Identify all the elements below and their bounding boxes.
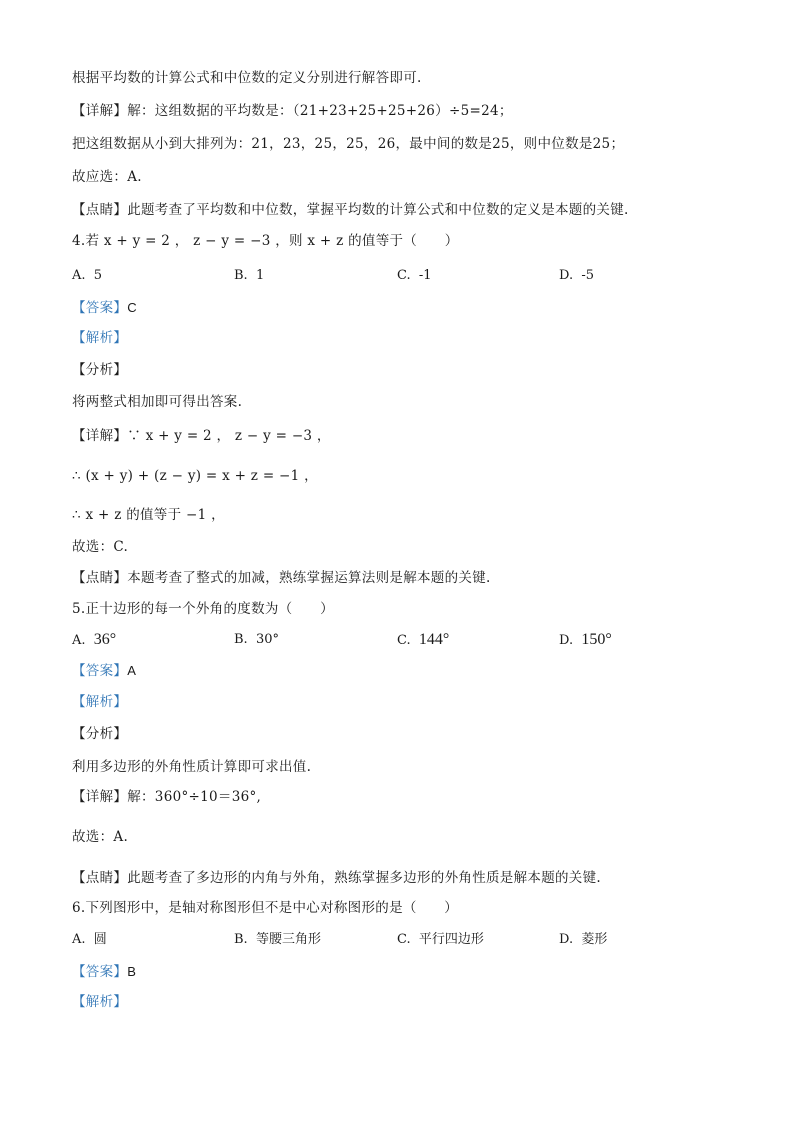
comment-text: 【点睛】此题考查了平均数和中位数，掌握平均数的计算公式和中位数的定义是本题的关键. bbox=[72, 202, 629, 218]
q5-option-a: A. 36° bbox=[72, 631, 117, 648]
q4-detail-2: ∴ (x + y) + (z − y) = x + z = −1 ， bbox=[72, 468, 318, 484]
question-6: 6.下列图形中，是轴对称图形但不是中心对称图形的是（ ） bbox=[72, 900, 459, 916]
q4-detail-3: ∴ x + z 的值等于 −1 ， bbox=[72, 507, 225, 523]
q4-analysis: 将两整式相加即可得出答案. bbox=[72, 394, 243, 410]
q6-option-d: D. 菱形 bbox=[559, 932, 608, 947]
q4-detail-4: 故选：C. bbox=[72, 539, 129, 555]
q5-option-d: D. 150° bbox=[559, 631, 612, 648]
q5-analysis: 利用多边形的外角性质计算即可求出值. bbox=[72, 759, 312, 775]
q6-answer: 【答案】B bbox=[72, 964, 137, 980]
q5-detail-1: 【详解】解：360°÷10＝36°, bbox=[72, 789, 262, 805]
q5-option-c: C. 144° bbox=[397, 631, 450, 648]
q4-option-a: A. 5 bbox=[72, 268, 103, 283]
q5-detail-2: 故选：A. bbox=[72, 829, 129, 845]
q5-option-b: B. 30° bbox=[234, 632, 279, 647]
question-4: 4.若 x + y = 2 ， z − y = −3 ，则 x + z 的值等于（ ） bbox=[72, 233, 459, 249]
q5-comment: 【点睛】此题考查了多边形的内角与外角，熟练掌握多边形的外角性质是解本题的关键. bbox=[72, 870, 601, 886]
q5-answer: 【答案】A bbox=[72, 663, 137, 679]
question-5: 5.正十边形的每一个外角的度数为（ ） bbox=[72, 601, 334, 617]
q4-jiexi-heading: 【解析】 bbox=[72, 330, 128, 346]
answer-choice: 故应选：A. bbox=[72, 169, 142, 185]
q4-detail-1: 【详解】∵ x + y = 2 ， z − y = −3 ， bbox=[72, 428, 331, 444]
detail-mean: 【详解】解：这组数据的平均数是：（21+23+25+25+26）÷5=24； bbox=[72, 103, 513, 119]
q4-option-d: D. -5 bbox=[559, 268, 595, 283]
q6-option-b: B. 等腰三角形 bbox=[234, 932, 321, 947]
q4-fenxi-heading: 【分析】 bbox=[72, 362, 128, 378]
q6-jiexi-heading: 【解析】 bbox=[72, 994, 128, 1010]
q6-option-a: A. 圆 bbox=[72, 932, 107, 947]
detail-median: 把这组数据从小到大排列为：21，23，25，25，26，最中间的数是25，则中位数是25； bbox=[72, 136, 625, 152]
analysis-text: 根据平均数的计算公式和中位数的定义分别进行解答即可. bbox=[72, 70, 422, 86]
q5-fenxi-heading: 【分析】 bbox=[72, 726, 128, 742]
q6-option-c: C. 平行四边形 bbox=[397, 932, 484, 947]
q4-option-c: C. -1 bbox=[397, 268, 432, 283]
q4-option-b: B. 1 bbox=[234, 268, 265, 283]
q5-jiexi-heading: 【解析】 bbox=[72, 694, 128, 710]
q4-comment: 【点睛】本题考查了整式的加减，熟练掌握运算法则是解本题的关键. bbox=[72, 570, 491, 586]
q4-answer: 【答案】C bbox=[72, 300, 137, 316]
